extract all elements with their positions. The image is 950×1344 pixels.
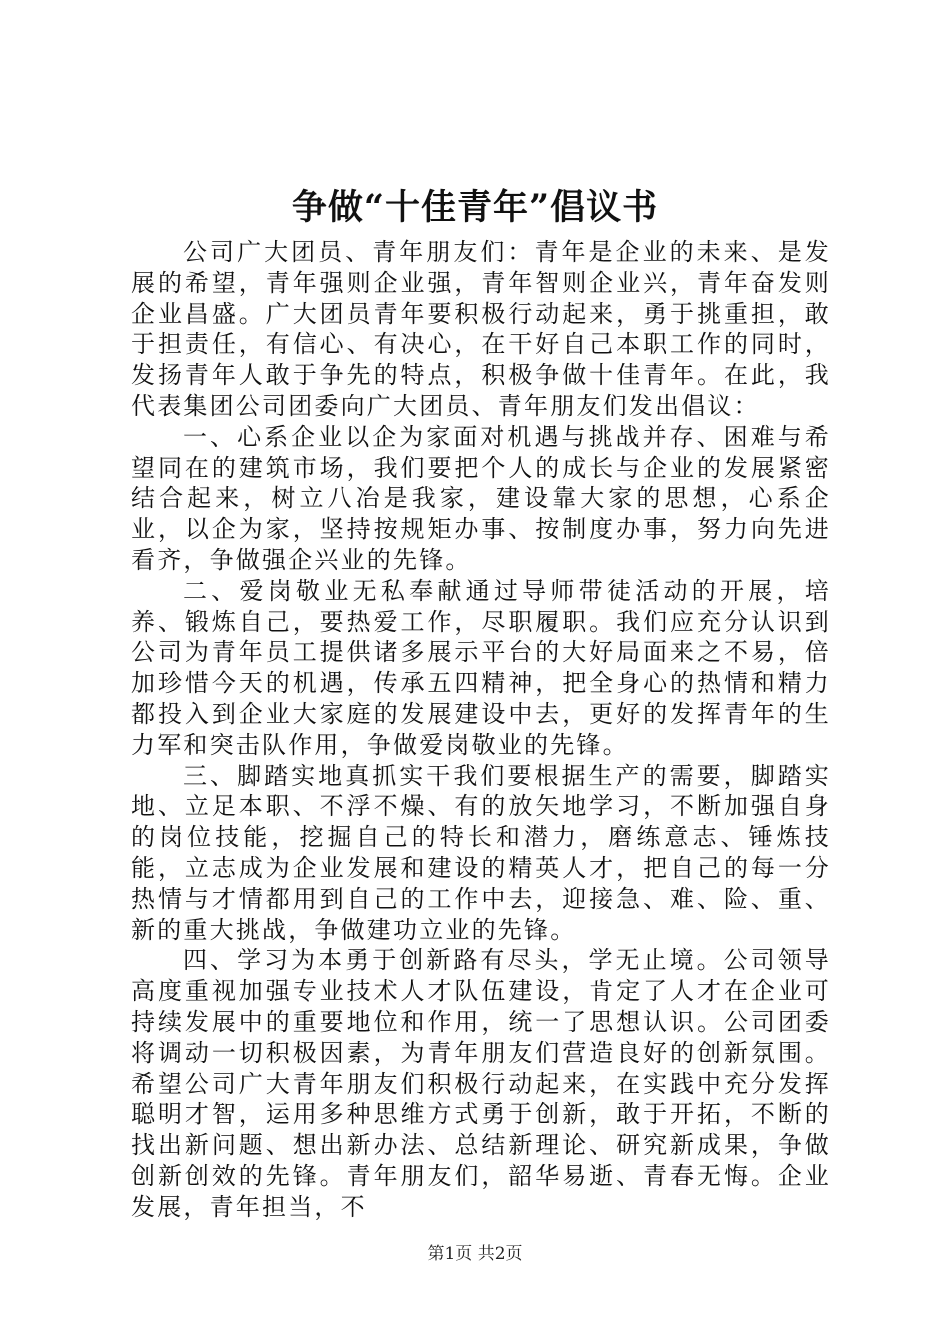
- document-body: [131, 237, 831, 1223]
- document-title: 争做“十佳青年”倡议书: [291, 187, 659, 228]
- page-number-footer: 第1页 共2页: [427, 1244, 523, 1264]
- proposal-paragraph-3: 三、脚踏实地真抓实干我们要根据生产的需要，脚踏实地、立足本职、不浮不燥、有的放矢地学习，不断加强自身的岗位技能，挖掘自己的特长和潜力，磨练意志、锤炼技能，立志成为企业发展和建设的精英人才，把自己的每一分热情与才情都用到自己的工作中去，迎接急、难、险、重、新的重大挑战，争做建功立业的先锋。: [131, 761, 831, 944]
- proposal-paragraph-2: 二、爱岗敬业无私奉献通过导师带徒活动的开展，培养、锻炼自己，要热爱工作，尽职履职。我们应充分认识到公司为青年员工提供诸多展示平台的大好局面来之不易，倍加珍惜今天的机遇，传承五四精神，把全身心的热情和精力都投入到企业大家庭的发展建设中去，更好的发挥青年的生力军和突击队作用，争做爱岗敬业的先锋。: [131, 576, 831, 759]
- proposal-paragraph-1: 一、心系企业以企为家面对机遇与挑战并存、困难与希望同在的建筑市场，我们要把个人的成长与企业的发展紧密结合起来，树立八冶是我家，建设靠大家的思想，心系企业，以企为家，坚持按规矩办事、按制度办事，努力向先进看齐，争做强企兴业的先锋。: [131, 422, 831, 574]
- proposal-paragraph-4: 四、学习为本勇于创新路有尽头，学无止境。公司领导高度重视加强专业技术人才队伍建设，肯定了人才在企业可持续发展中的重要地位和作用，统一了思想认识。公司团委将调动一切积极因素，为青年朋友们营造良好的创新氛围。希望公司广大青年朋友们积极行动起来，在实践中充分发挥聪明才智，运用多种思维方式勇于创新，敢于开拓，不断的找出新问题、想出新办法、总结新理论、研究新成果，争做创新创效的先锋。青年朋友们，韶华易逝、青春无悔。企业发展，青年担当，不: [131, 946, 831, 1221]
- intro-paragraph: 公司广大团员、青年朋友们：青年是企业的未来、是发展的希望，青年强则企业强，青年智则企业兴，青年奋发则企业昌盛。广大团员青年要积极行动起来，勇于挑重担，敢于担责任，有信心、有决心，在干好自己本职工作的同时，发扬青年人敢于争先的特点，积极争做十佳青年。在此，我代表集团公司团委向广大团员、青年朋友们发出倡议：: [131, 238, 831, 420]
